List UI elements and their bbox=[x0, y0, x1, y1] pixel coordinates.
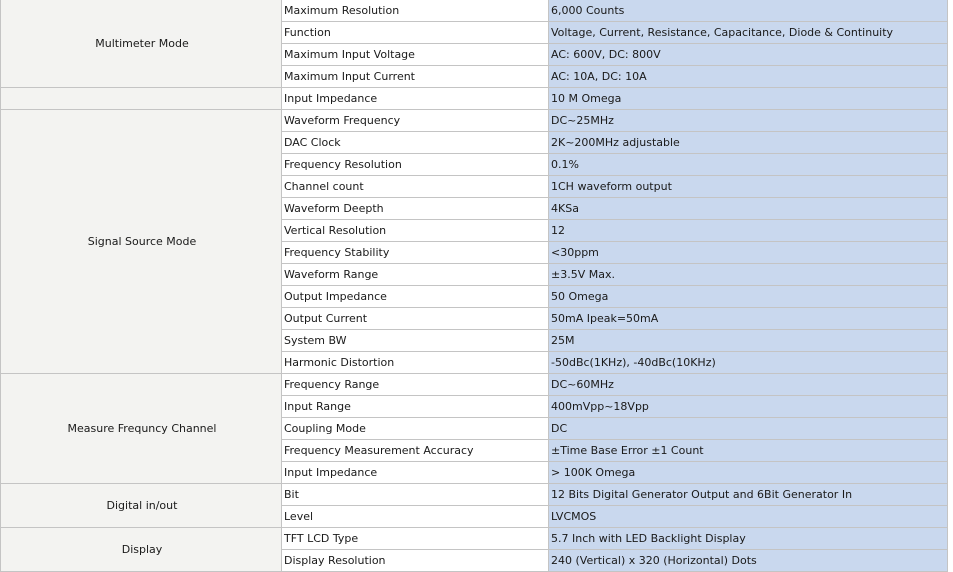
group-label: Digital in/out bbox=[1, 484, 282, 528]
parameter-value: 0.1% bbox=[549, 154, 948, 176]
parameter-name: Waveform Frequency bbox=[282, 110, 549, 132]
parameter-value: 12 Bits Digital Generator Output and 6Bit Generator In bbox=[549, 484, 948, 506]
parameter-name: Frequency Stability bbox=[282, 242, 549, 264]
group-label: Measure Frequncy Channel bbox=[1, 374, 282, 484]
parameter-value: 5.7 Inch with LED Backlight Display bbox=[549, 528, 948, 550]
parameter-name: Frequency Range bbox=[282, 374, 549, 396]
table-row bbox=[1, 528, 948, 550]
parameter-name: Level bbox=[282, 506, 549, 528]
parameter-name: Coupling Mode bbox=[282, 418, 549, 440]
parameter-value: 25M bbox=[549, 330, 948, 352]
parameter-name: Vertical Resolution bbox=[282, 220, 549, 242]
parameter-value: 400mVpp~18Vpp bbox=[549, 396, 948, 418]
parameter-name: Frequency Resolution bbox=[282, 154, 549, 176]
table-row bbox=[1, 374, 948, 396]
parameter-value: 4KSa bbox=[549, 198, 948, 220]
parameter-value: 12 bbox=[549, 220, 948, 242]
parameter-name: Harmonic Distortion bbox=[282, 352, 549, 374]
parameter-name: Maximum Input Current bbox=[282, 66, 549, 88]
parameter-value: > 100K Omega bbox=[549, 462, 948, 484]
group-label: Multimeter Mode bbox=[1, 0, 282, 88]
parameter-name: Input Impedance bbox=[282, 462, 549, 484]
parameter-name: Input Impedance bbox=[282, 88, 549, 110]
group-label: Signal Source Mode bbox=[1, 110, 282, 374]
parameter-value: 50 Omega bbox=[549, 286, 948, 308]
parameter-name: Bit bbox=[282, 484, 549, 506]
parameter-value: ±3.5V Max. bbox=[549, 264, 948, 286]
parameter-value: 10 M Omega bbox=[549, 88, 948, 110]
parameter-value: DC~25MHz bbox=[549, 110, 948, 132]
parameter-value: DC~60MHz bbox=[549, 374, 948, 396]
parameter-value: DC bbox=[549, 418, 948, 440]
spec-table-body bbox=[1, 0, 948, 572]
table-row bbox=[1, 88, 948, 110]
parameter-value: ±Time Base Error ±1 Count bbox=[549, 440, 948, 462]
parameter-name: Display Resolution bbox=[282, 550, 549, 572]
parameter-name: Function bbox=[282, 22, 549, 44]
parameter-name: Output Impedance bbox=[282, 286, 549, 308]
group-label bbox=[1, 88, 282, 110]
parameter-value: 240 (Vertical) x 320 (Horizontal) Dots bbox=[549, 550, 948, 572]
parameter-name: Frequency Measurement Accuracy bbox=[282, 440, 549, 462]
parameter-name: DAC Clock bbox=[282, 132, 549, 154]
parameter-value: 1CH waveform output bbox=[549, 176, 948, 198]
parameter-value: LVCMOS bbox=[549, 506, 948, 528]
parameter-value: Voltage, Current, Resistance, Capacitance, Diode & Continuity bbox=[549, 22, 948, 44]
parameter-name: Channel count bbox=[282, 176, 549, 198]
parameter-name: Waveform Deepth bbox=[282, 198, 549, 220]
parameter-value: 2K~200MHz adjustable bbox=[549, 132, 948, 154]
parameter-name: Input Range bbox=[282, 396, 549, 418]
parameter-value: -50dBc(1KHz), -40dBc(10KHz) bbox=[549, 352, 948, 374]
table-row bbox=[1, 110, 948, 132]
parameter-value: 50mA Ipeak=50mA bbox=[549, 308, 948, 330]
parameter-name: Maximum Input Voltage bbox=[282, 44, 549, 66]
parameter-value: <30ppm bbox=[549, 242, 948, 264]
parameter-value: AC: 10A, DC: 10A bbox=[549, 66, 948, 88]
parameter-name: Output Current bbox=[282, 308, 549, 330]
parameter-name: TFT LCD Type bbox=[282, 528, 549, 550]
parameter-name: Maximum Resolution bbox=[282, 0, 549, 22]
parameter-name: Waveform Range bbox=[282, 264, 549, 286]
table-row bbox=[1, 0, 948, 22]
parameter-value: AC: 600V, DC: 800V bbox=[549, 44, 948, 66]
parameter-name: System BW bbox=[282, 330, 549, 352]
table-row bbox=[1, 484, 948, 506]
group-label: Display bbox=[1, 528, 282, 572]
parameter-value: 6,000 Counts bbox=[549, 0, 948, 22]
